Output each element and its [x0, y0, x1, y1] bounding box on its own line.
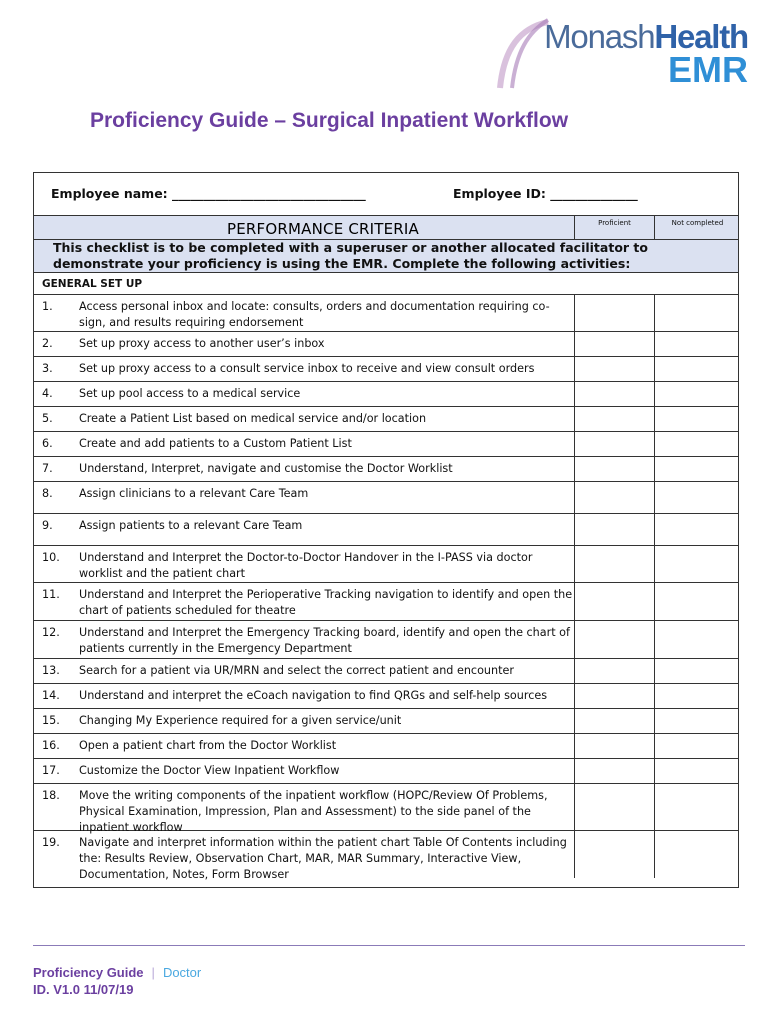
item-number: 10.: [42, 551, 60, 564]
employee-id-field[interactable]: Employee ID: ______________: [453, 186, 638, 201]
checklist-row: [34, 734, 738, 759]
item-number: 2.: [42, 337, 53, 350]
checklist-row: [34, 831, 738, 881]
proficient-checkbox-cell[interactable]: [574, 295, 654, 331]
item-number: 5.: [42, 412, 53, 425]
item-description: Understand and Interpret the Emergency Tracking board, identify and open the chart of patients currently in the Emergency Department: [79, 626, 570, 655]
item-number: 7.: [42, 462, 53, 475]
proficient-checkbox-cell[interactable]: [574, 457, 654, 481]
item-number: 11.: [42, 588, 60, 601]
checklist-row: [34, 759, 738, 784]
checklist-row: [34, 784, 738, 834]
checklist-row: [34, 684, 738, 709]
logo-swoosh-icon: [490, 18, 550, 90]
item-description: Assign patients to a relevant Care Team: [79, 519, 303, 532]
footer-guide-label: Proficiency Guide: [33, 965, 144, 980]
checklist-row: [34, 546, 738, 583]
not-completed-checkbox-cell[interactable]: [654, 457, 740, 481]
item-description: Customize the Doctor View Inpatient Workflow: [79, 764, 340, 777]
proficient-checkbox-cell[interactable]: [574, 784, 654, 830]
item-description: Understand and interpret the eCoach navigation to find QRGs and self-help sources: [79, 689, 548, 702]
item-number: 9.: [42, 519, 53, 532]
item-description: Set up proxy access to a consult service inbox to receive and view consult orders: [79, 362, 535, 375]
proficient-checkbox-cell[interactable]: [574, 407, 654, 431]
not-completed-checkbox-cell[interactable]: [654, 514, 740, 545]
checklist-row: [34, 382, 738, 407]
item-number: 1.: [42, 300, 53, 313]
proficient-checkbox-cell[interactable]: [574, 583, 654, 620]
not-completed-checkbox-cell[interactable]: [654, 659, 740, 683]
proficient-column-header: Proficient: [574, 216, 654, 240]
checklist-items: [34, 295, 738, 881]
not-completed-checkbox-cell[interactable]: [654, 357, 740, 381]
item-description: Create a Patient List based on medical service and/or location: [79, 412, 427, 425]
proficient-checkbox-cell[interactable]: [574, 432, 654, 456]
checklist-row: [34, 457, 738, 482]
proficient-checkbox-cell[interactable]: [574, 382, 654, 406]
proficient-checkbox-cell[interactable]: [574, 759, 654, 783]
proficient-checkbox-cell[interactable]: [574, 332, 654, 356]
not-completed-checkbox-cell[interactable]: [654, 546, 740, 582]
item-number: 6.: [42, 437, 53, 450]
item-number: 8.: [42, 487, 53, 500]
not-completed-column-header: Not completed: [654, 216, 740, 240]
not-completed-checkbox-cell[interactable]: [654, 784, 740, 830]
logo-monash: Monash: [544, 18, 655, 55]
footer-version: ID. V1.0 11/07/19: [33, 982, 134, 997]
proficient-checkbox-cell[interactable]: [574, 482, 654, 513]
checklist-row: [34, 709, 738, 734]
footer-role: Doctor: [162, 965, 202, 980]
not-completed-checkbox-cell[interactable]: [654, 332, 740, 356]
item-number: 18.: [42, 789, 60, 802]
proficient-checkbox-cell[interactable]: [574, 621, 654, 658]
checklist-row: [34, 357, 738, 382]
footer-divider: [33, 945, 745, 946]
item-description: Assign clinicians to a relevant Care Team: [79, 487, 309, 500]
not-completed-checkbox-cell[interactable]: [654, 583, 740, 620]
checklist-intro: This checklist is to be completed with a superuser or another allocated facilitator to demonstrate your proficiency is using the EMR. Complete the following activities:: [34, 240, 738, 273]
proficient-checkbox-cell[interactable]: [574, 659, 654, 683]
item-number: 16.: [42, 739, 60, 752]
proficient-checkbox-cell[interactable]: [574, 709, 654, 733]
item-description: Move the writing components of the inpatient workflow (HOPC/Review Of Problems, Physical Examination, Impression, Plan and Assessment) to the side panel of the inpatient workflow: [79, 789, 548, 834]
not-completed-checkbox-cell[interactable]: [654, 432, 740, 456]
item-number: 17.: [42, 764, 60, 777]
employee-name-field[interactable]: Employee name: _______________________________: [51, 186, 366, 201]
checklist-row: [34, 514, 738, 546]
item-description: Set up pool access to a medical service: [79, 387, 301, 400]
footer-separator: |: [151, 965, 155, 980]
item-description: Create and add patients to a Custom Patient List: [79, 437, 352, 450]
criteria-header-row: [34, 216, 738, 240]
proficient-checkbox-cell[interactable]: [574, 831, 654, 878]
not-completed-checkbox-cell[interactable]: [654, 407, 740, 431]
not-completed-checkbox-cell[interactable]: [654, 482, 740, 513]
proficient-checkbox-cell[interactable]: [574, 684, 654, 708]
proficiency-checklist-form: [33, 172, 739, 888]
performance-criteria-heading: PERFORMANCE CRITERIA: [227, 220, 420, 238]
checklist-row: [34, 295, 738, 332]
checklist-row: [34, 482, 738, 514]
not-completed-checkbox-cell[interactable]: [654, 684, 740, 708]
not-completed-checkbox-cell[interactable]: [654, 759, 740, 783]
page-title: Proficiency Guide – Surgical Inpatient Workflow: [90, 109, 569, 132]
not-completed-checkbox-cell[interactable]: [654, 295, 740, 331]
section-heading-general-setup: GENERAL SET UP: [34, 273, 738, 295]
logo-health: Health: [654, 18, 748, 55]
item-number: 12.: [42, 626, 60, 639]
item-description: Understand and Interpret the Doctor-to-Doctor Handover in the I-PASS via doctor worklist and the patient chart: [79, 551, 533, 580]
not-completed-checkbox-cell[interactable]: [654, 382, 740, 406]
proficient-checkbox-cell[interactable]: [574, 514, 654, 545]
checklist-row: [34, 432, 738, 457]
item-description: Set up proxy access to another user’s inbox: [79, 337, 325, 350]
checklist-row: [34, 583, 738, 621]
item-description: Understand, Interpret, navigate and customise the Doctor Worklist: [79, 462, 453, 475]
proficient-checkbox-cell[interactable]: [574, 734, 654, 758]
not-completed-checkbox-cell[interactable]: [654, 709, 740, 733]
item-number: 3.: [42, 362, 53, 375]
checklist-row: [34, 621, 738, 659]
item-number: 14.: [42, 689, 60, 702]
footer: [33, 964, 201, 998]
item-description: Access personal inbox and locate: consults, orders and documentation requiring co-sign, and results requiring endorsement: [79, 300, 550, 329]
logo-emr: EMR: [668, 49, 748, 90]
item-description: Navigate and interpret information within the patient chart Table Of Contents including the: Results Review, Observation Chart, MAR, MAR Summary, Interactive View, Documentation, Notes, Form Browser: [79, 836, 567, 881]
item-description: Open a patient chart from the Doctor Worklist: [79, 739, 337, 752]
monash-health-emr-logo: [544, 18, 748, 90]
proficient-checkbox-cell[interactable]: [574, 546, 654, 582]
item-description: Understand and Interpret the Perioperative Tracking navigation to identify and open the chart of patients scheduled for theatre: [79, 588, 573, 617]
item-description: Search for a patient via UR/MRN and select the correct patient and encounter: [79, 664, 514, 677]
checklist-row: [34, 407, 738, 432]
proficient-checkbox-cell[interactable]: [574, 357, 654, 381]
employee-row: [34, 173, 738, 216]
item-number: 4.: [42, 387, 53, 400]
checklist-row: [34, 659, 738, 684]
not-completed-checkbox-cell[interactable]: [654, 621, 740, 658]
not-completed-checkbox-cell[interactable]: [654, 734, 740, 758]
checklist-row: [34, 332, 738, 357]
item-number: 19.: [42, 836, 60, 849]
item-number: 13.: [42, 664, 60, 677]
item-description: Changing My Experience required for a given service/unit: [79, 714, 402, 727]
not-completed-checkbox-cell[interactable]: [654, 831, 740, 878]
item-number: 15.: [42, 714, 60, 727]
